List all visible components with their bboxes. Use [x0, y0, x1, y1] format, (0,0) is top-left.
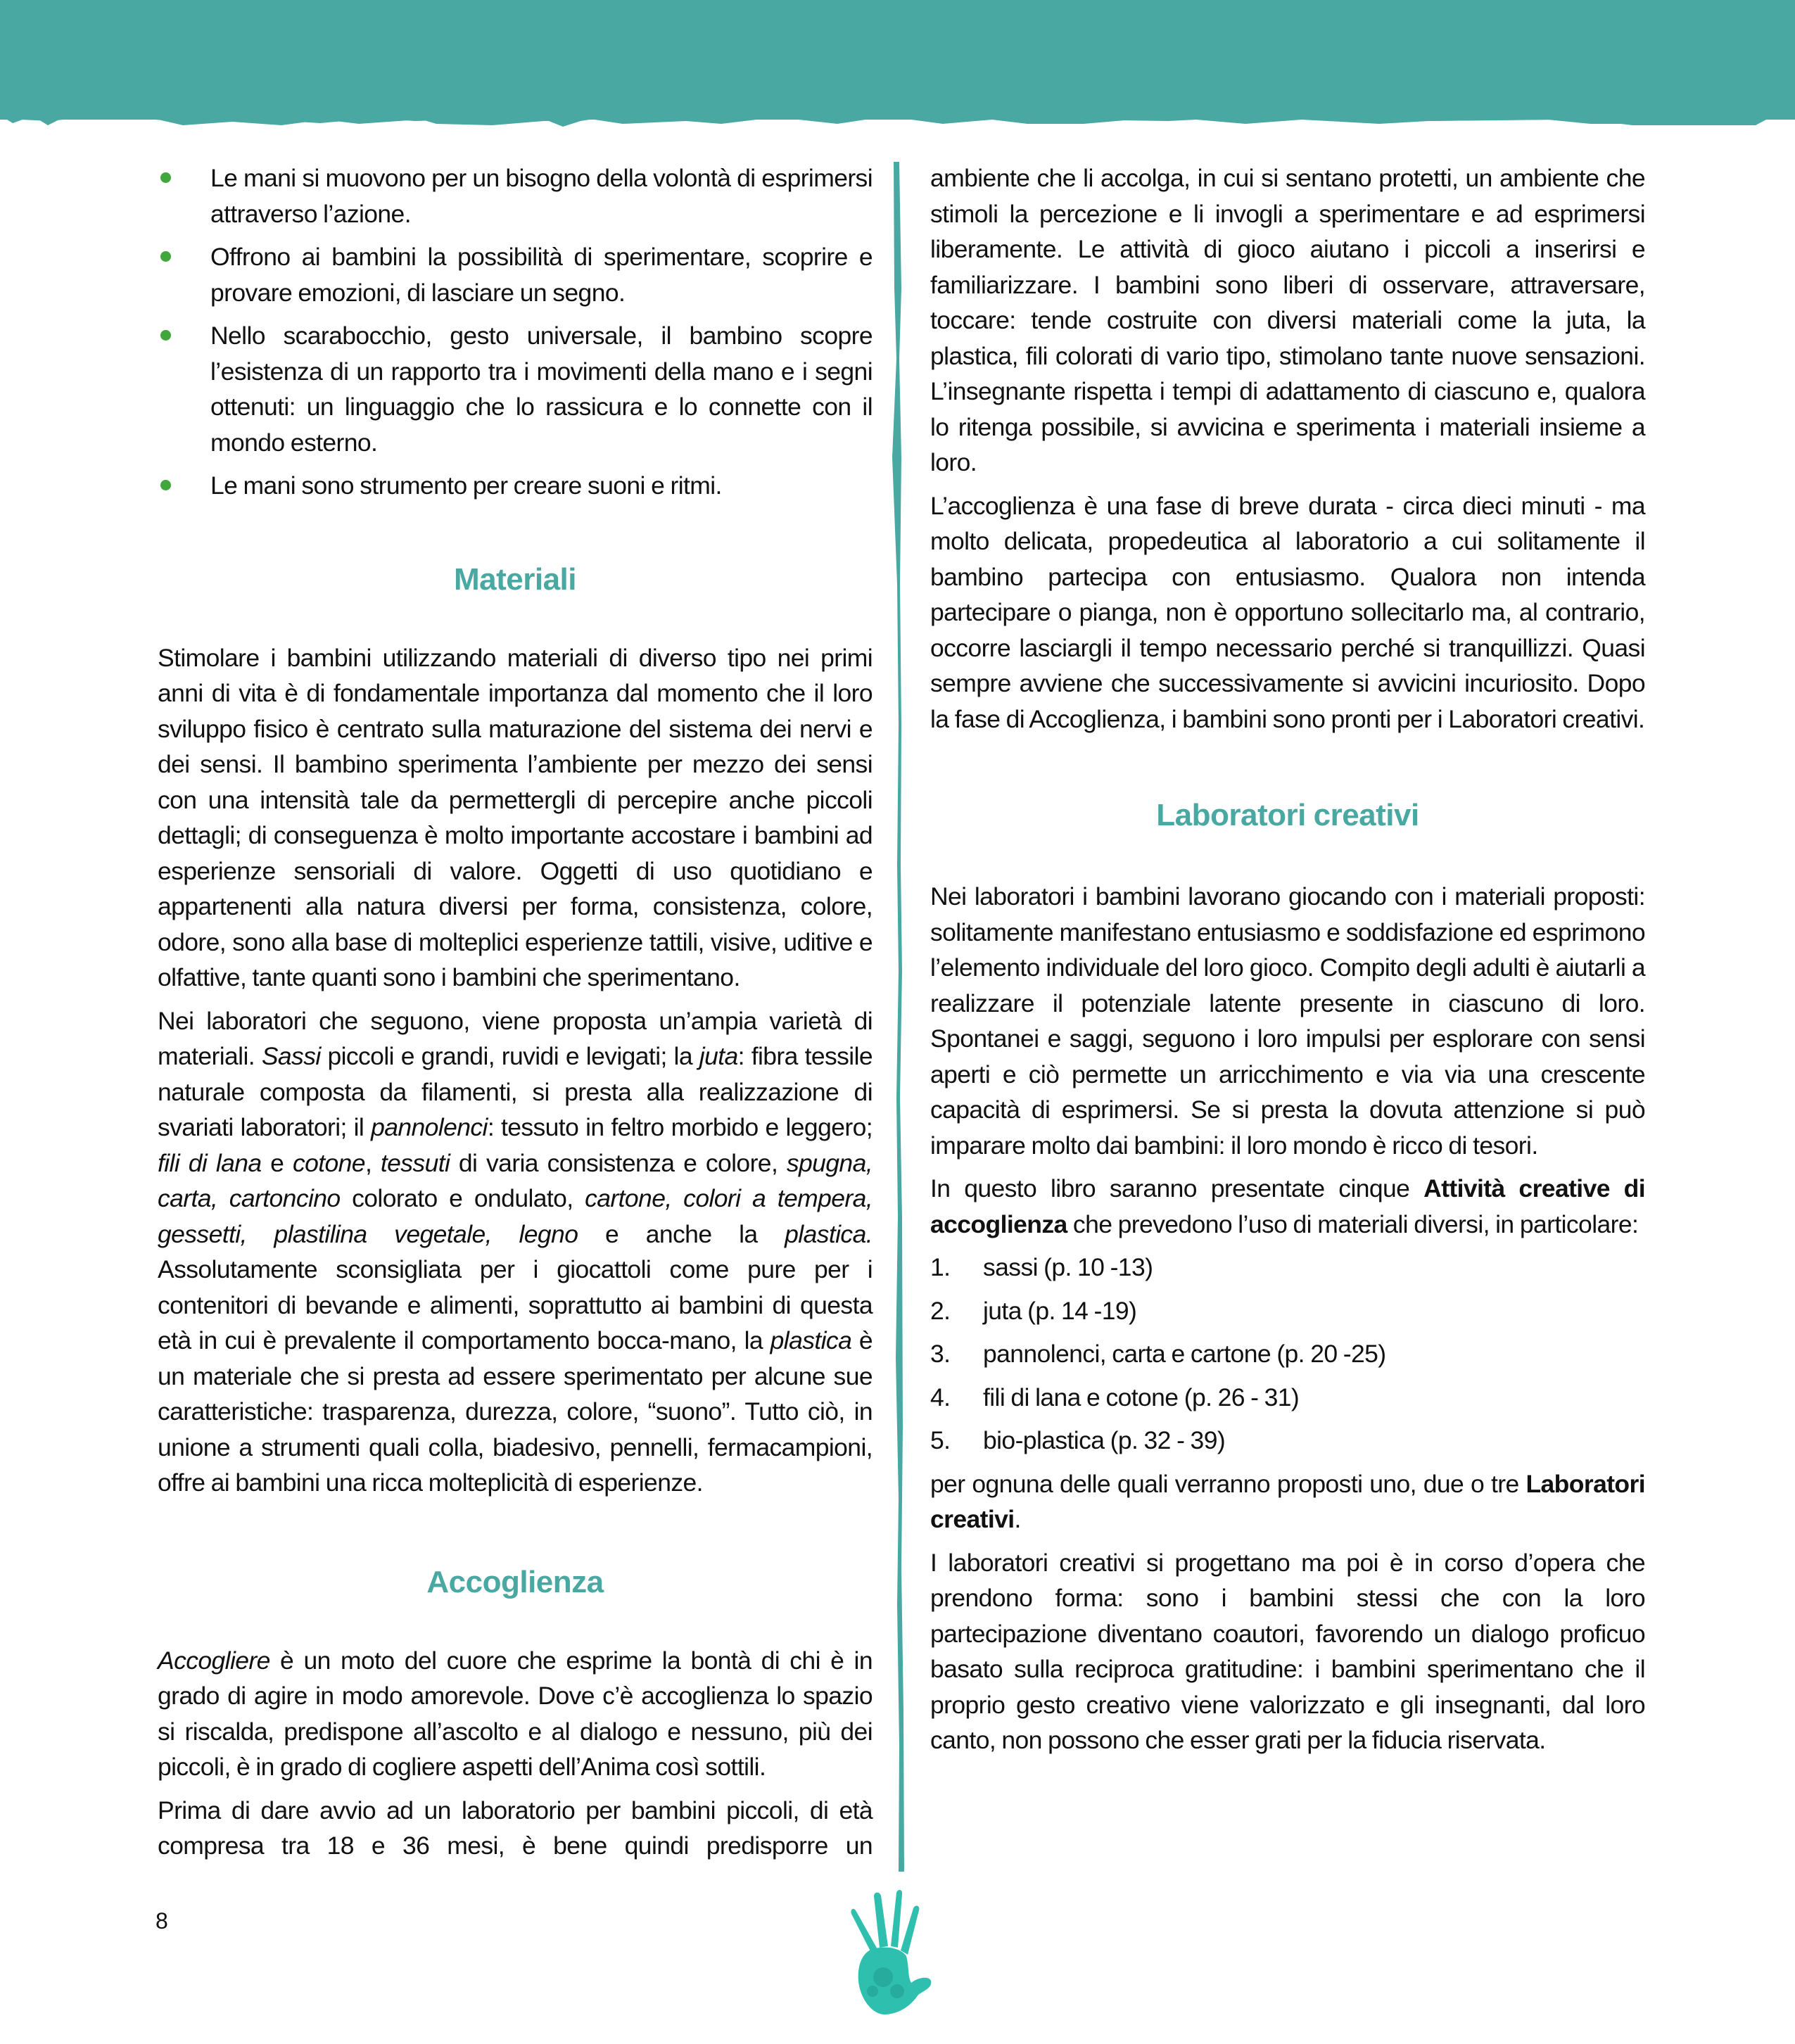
- paragraph-laboratori-2: In questo libro saranno presentate cinque Attività creative di accoglienza che prevedono l’uso di materiali diversi, in particolare:: [930, 1174, 1645, 1238]
- header-band-shape: [0, 0, 1795, 127]
- paragraph-accoglienza-fase: L’accoglienza è una fase di breve durata - circa dieci minuti - ma molto delicata, propedeutica al laboratorio a cui solitamente il bambino partecipa con entusiasmo. Qualora non intenda partecipare o pianga, non è opportuno sollecitarlo ma, al contrario, occorre lasciargli il tempo necessario perché si tranquillizzi. Quasi sempre avviene che successivamente si avvicini incuriosito. Dopo la fase di Accoglienza, i bambini sono pronti per i Laboratori creativi.: [930, 491, 1645, 733]
- activity-list: [930, 1250, 1645, 1459]
- left-column: [158, 160, 873, 1872]
- heading-laboratori-creativi: Laboratori creativi: [1156, 798, 1419, 832]
- activity-list-item: 4. fili di lana e cotone (p. 26 - 31): [930, 1383, 1300, 1411]
- handprint-icon: [830, 1886, 936, 2026]
- paragraph-laboratori-1: Nei laboratori i bambini lavorano giocando con i materiali proposti: solitamente manifestano entusiasmo e soddisfazione ed esprimono l’elemento individuale del loro gioco. Compito degli adulti è aiutarli a realizzare il potenziale latente presente in ciascuno di loro. Spontanei e saggi, seguono i loro impulsi per esplorare con sensi aperti e ciò permette un arricchimento e via via una crescente capacità di esprimersi. Se si presta la dovuta attenzione si può imparare molto dai bambini: il loro mondo è ricco di tesori.: [930, 882, 1645, 1160]
- header-band: [0, 0, 1795, 130]
- bullet-list: [158, 160, 873, 504]
- activity-list-item: 1. sassi (p. 10 -13): [930, 1253, 1153, 1281]
- bullet-icon: [160, 330, 171, 341]
- page-number: 8: [156, 1908, 168, 1934]
- activity-list-item: 5. bio-plastica (p. 32 - 39): [930, 1426, 1226, 1454]
- bullet-item: Le mani si muovono per un bisogno della volontà di esprimersi attraverso l’azione.: [158, 160, 873, 231]
- heading-accoglienza: Accoglienza: [426, 1564, 604, 1599]
- paragraph-materiali-2: Nei laboratori che seguono, viene proposta un’ampia varietà di materiali. Sassi piccoli e grandi, ruvidi e levigati; la juta: fibra tessile naturale composta da filamenti, si presta alla realizzazione di svariati laboratori; il pannolenci: tessuto in feltro morbido e leggero; fili di lana e cotone, tessuti di varia consistenza e colore, spugna, carta, cartoncino colorato e ondulato, cartone, colori a tempera, gessetti, plastilina vegetale, legno e anche la plastica. Assolutamente sconsigliata per i giocattoli come pure per i contenitori di bevande e alimenti, soprattutto ai bambini di questa età in cui è prevalente il comportamento bocca-mano, la plastica è un materiale che si presta ad essere sperimentato per alcune sue caratteristiche: trasparenza, durezza, colore, “suono”. Tutto ciò, in unione a strumenti quali colla, biadesivo, pennelli, fermacampioni, offre ai bambini una ricca molteplicità di esperienze.: [158, 1006, 873, 1497]
- paragraph-accoglienza-2: Prima di dare avvio ad un laboratorio per bambini piccoli, di età compresa tra 18 e 36 mesi, è bene quindi predisporre un: [158, 1796, 873, 1860]
- activity-list-item: 3. pannolenci, carta e cartone (p. 20 -25): [930, 1340, 1386, 1368]
- heading-materiali: Materiali: [453, 561, 576, 597]
- column-divider: [890, 162, 911, 1872]
- paragraph-continued: ambiente che li accolga, in cui si sentano protetti, un ambiente che stimoli la percezione e li invogli a sperimentare e ad esprimersi liberamente. Le attività di gioco aiutano i piccoli a inserirsi e familiarizzare. I bambini sono liberi di osservare, attraversare, toccare: tende costruite con diversi materiali come la juta, la plastica, fili colorati di vario tipo, stimolano tante nuove sensazioni. L’insegnante rispetta i tempi di adattamento di ciascuno e, qualora lo ritenga possibile, si avvicina e sperimenta i materiali insieme a loro.: [930, 164, 1645, 476]
- paragraph-laboratori-3: per ognuna delle quali verranno proposti uno, due o tre Laboratori creativi.: [930, 1469, 1645, 1533]
- right-column: [930, 160, 1645, 1766]
- paragraph-laboratori-4: I laboratori creativi si progettano ma poi è in corso d’opera che prendono forma: sono i bambini stessi che con la loro partecipazione diventano coautori, favorendo un dialogo proficuo basato sulla reciproca gratitudine: i bambini sperimentano che il proprio gesto creativo viene valorizzato e gli insegnanti, dal loro canto, non possono che esser grati per la fiducia riservata.: [930, 1548, 1645, 1754]
- bullet-icon: [160, 480, 171, 490]
- paragraph-accoglienza-1: Accogliere è un moto del cuore che esprime la bontà di chi è in grado di agire in modo amorevole. Dove c’è accoglienza lo spazio si riscalda, predispone all’ascolto e al dialogo e nessuno, più dei piccoli, è in grado di cogliere aspetti dell’Anima così sottili.: [158, 1646, 873, 1781]
- bullet-icon: [160, 172, 171, 183]
- bullet-item: Nello scarabocchio, gesto universale, il bambino scopre l’esistenza di un rapporto tra i movimenti della mano e i segni ottenuti: un linguaggio che lo rassicura e lo connette con il mondo esterno.: [158, 318, 873, 460]
- column-divider-shape: [892, 162, 904, 1872]
- bullet-item: Offrono ai bambini la possibilità di sperimentare, scoprire e provare emozioni, di lasciare un segno.: [158, 239, 873, 310]
- bullet-item: Le mani sono strumento per creare suoni e ritmi.: [158, 468, 873, 504]
- activity-list-item: 2. juta (p. 14 -19): [930, 1296, 1137, 1325]
- paragraph-materiali-1: Stimolare i bambini utilizzando materiali di diverso tipo nei primi anni di vita è di fondamentale importanza dal momento che il loro sviluppo fisico è centrato sulla maturazione del sistema dei nervi e dei sensi. Il bambino sperimenta l’ambiente per mezzo dei sensi con una intensità tale da permettergli di percepire anche piccoli dettagli; di conseguenza è molto importante accostare i bambini ad esperienze sensoriali di valore. Oggetti di uso quotidiano e appartenenti alla natura diversi per forma, consistenza, colore, odore, sono alla base di molteplici esperienze tattili, visive, uditive e olfattive, tante quanti sono i bambini che sperimentano.: [158, 643, 873, 991]
- bullet-icon: [160, 251, 171, 262]
